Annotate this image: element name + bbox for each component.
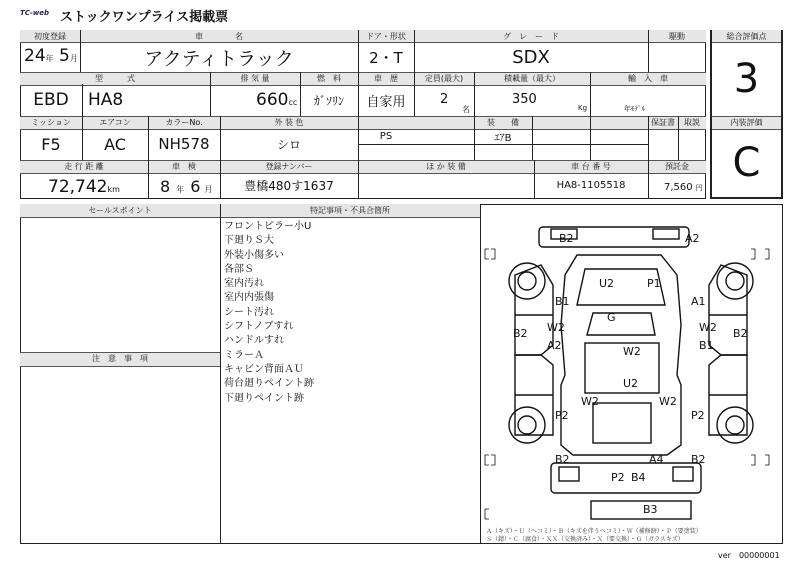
chassis-no-value: HA8-1105518	[556, 180, 626, 191]
page-title: ストックワンプライス掲載票	[60, 10, 229, 25]
mark-right-w2: W2	[699, 321, 717, 334]
model-value: HA8	[88, 90, 124, 110]
sales-point-header: セールスポイント	[88, 206, 152, 215]
car-damage-diagram	[481, 205, 782, 528]
header-fuel: 燃 料	[317, 73, 341, 83]
aircon-value: AC	[104, 134, 126, 154]
header-plate: 登録ナンバー	[265, 161, 313, 171]
list-item: シート汚れ	[224, 306, 274, 318]
header-other-equip: ほ か 装 備	[426, 161, 466, 171]
inspection-value: 8 年 6 月	[160, 177, 213, 196]
car-name-value: アクティトラック	[144, 47, 294, 70]
total-score-value: 3	[733, 56, 760, 102]
damage-legend: Ａ（キズ）・Ｕ（ヘコミ）・Ｂ（キズを伴うヘコミ）・Ｗ（補修跡）・Ｐ（要塗装） Ｓ（錆）・Ｃ（腐食）・ＸＸ（交換済み）・Ｘ（要交換）・Ｇ（ガラスキズ）	[486, 528, 702, 543]
grade-value: SDX	[512, 46, 550, 68]
fuel-value: ｶﾞｿﾘﾝ	[313, 93, 344, 108]
header-grade: グ レ ー ド	[503, 31, 559, 41]
color-no-value: NH578	[158, 135, 210, 153]
list-item: キャビン背面ＡＵ	[224, 363, 304, 375]
header-deposit: 預託金	[665, 161, 689, 171]
header-mileage: 走 行 距 離	[64, 161, 104, 171]
mark-right-b2: B2	[733, 327, 748, 340]
interior-score-value: C	[732, 140, 761, 186]
mileage-value: 72,742km	[48, 177, 120, 197]
mark-bed-w2-left: W2	[581, 395, 599, 408]
mark-right-a1: A1	[691, 295, 706, 308]
mark-left-w2: W2	[547, 321, 565, 334]
mark-front-a2: A2	[685, 232, 700, 245]
mark-roof-u2: U2	[599, 277, 615, 290]
caution-header: 注 意 事 項	[92, 354, 148, 363]
header-history: 車 歴	[374, 73, 398, 83]
mark-glass-g: G	[607, 311, 616, 324]
header-color-no: カラーNo.	[165, 117, 203, 127]
list-item: 下廻りペイント跡	[224, 392, 304, 404]
mark-bed-u2: U2	[623, 377, 639, 390]
header-warranty: 保証書	[651, 117, 675, 127]
mark-right-b1: B1	[699, 339, 714, 352]
list-item: フロントピラー小U	[224, 221, 312, 232]
mark-rear-p2: P2	[611, 471, 625, 484]
header-manual: 取説	[684, 117, 700, 127]
capacity-unit: 名	[462, 105, 470, 114]
header-load: 積載量（最大）	[504, 73, 560, 83]
list-item: 室内内張傷	[224, 292, 274, 304]
list-item: 外装小傷多い	[224, 249, 284, 261]
mark-cab-w2: W2	[623, 345, 641, 358]
mark-corner-b2-right: B2	[691, 453, 706, 466]
mark-roof-p1: P1	[647, 277, 661, 290]
header-drive: 駆動	[669, 31, 685, 41]
mark-left-a2: A2	[547, 339, 562, 352]
list-item: ハンドルすれ	[224, 335, 284, 347]
mark-left-b2: B2	[513, 327, 528, 340]
reg-date: 24年 5月	[24, 46, 78, 66]
deposit-value: 7,560 円	[664, 182, 703, 193]
load-unit: Kg	[578, 104, 588, 112]
header-interior-score: 内装評価	[730, 117, 763, 127]
mission-value: F5	[41, 134, 61, 154]
tc-web-logo: TC-web	[20, 9, 50, 17]
list-item: 室内汚れ	[224, 278, 264, 290]
mark-corner-a4: A4	[649, 453, 664, 466]
header-import: 輸 入 車	[628, 73, 668, 83]
version-label: ver 00000001	[718, 551, 780, 560]
door-shape-value: 2・T	[369, 48, 403, 67]
header-door-shape: ドア・形状	[366, 31, 406, 41]
header-equipment: 装 備	[487, 117, 519, 127]
header-displacement: 排 気 量	[240, 73, 270, 83]
header-capacity: 定員(最大)	[424, 73, 464, 83]
mark-corner-b2-left: B2	[555, 453, 570, 466]
header-inspection: 車 検	[172, 161, 196, 171]
mark-rear-p2-right: P2	[691, 409, 705, 422]
mark-rear-b3: B3	[643, 503, 658, 516]
mark-left-b1: B1	[555, 295, 570, 308]
remarks-list	[224, 220, 314, 406]
header-model-type: 型 式	[95, 73, 135, 83]
mark-rear-b4: B4	[631, 471, 646, 484]
mark-front-b2: B2	[559, 232, 574, 245]
plate-value: 豊橋480す1637	[244, 179, 334, 193]
remarks-header: 特記事項・不具合箇所	[310, 206, 390, 215]
displacement-value: 660cc	[256, 90, 298, 110]
header-chassis-no: 車 台 番 号	[571, 161, 611, 171]
exterior-value: シロ	[276, 137, 301, 152]
list-item: 下廻りＳ大	[224, 235, 274, 247]
header-aircon: エアコン	[99, 117, 131, 127]
load-value: 350	[512, 92, 537, 107]
header-exterior: 外 装 色	[274, 117, 304, 127]
list-item: 荷台廻りペイント跡	[224, 378, 314, 390]
list-item: 各部Ｓ	[224, 263, 254, 275]
history-value: 自家用	[366, 94, 406, 110]
year-model-label: 年ﾓﾃﾞﾙ	[624, 105, 645, 113]
header-car-name: 車 名	[195, 31, 243, 41]
model-prefix-value: EBD	[33, 90, 69, 110]
capacity-value: 2	[440, 92, 449, 107]
equip-airbag: ｴｱB	[494, 132, 512, 144]
mark-rear-p2-left: P2	[555, 409, 569, 422]
header-total-score: 総合評価点	[726, 31, 767, 41]
header-mission: ミッション	[31, 117, 71, 127]
equip-ps: PS	[379, 130, 393, 142]
list-item: シフトノブすれ	[224, 321, 294, 333]
list-item: ミラーＡ	[224, 349, 264, 361]
mark-bed-w2-right: W2	[659, 395, 677, 408]
header-first-reg: 初度登録	[34, 31, 66, 41]
